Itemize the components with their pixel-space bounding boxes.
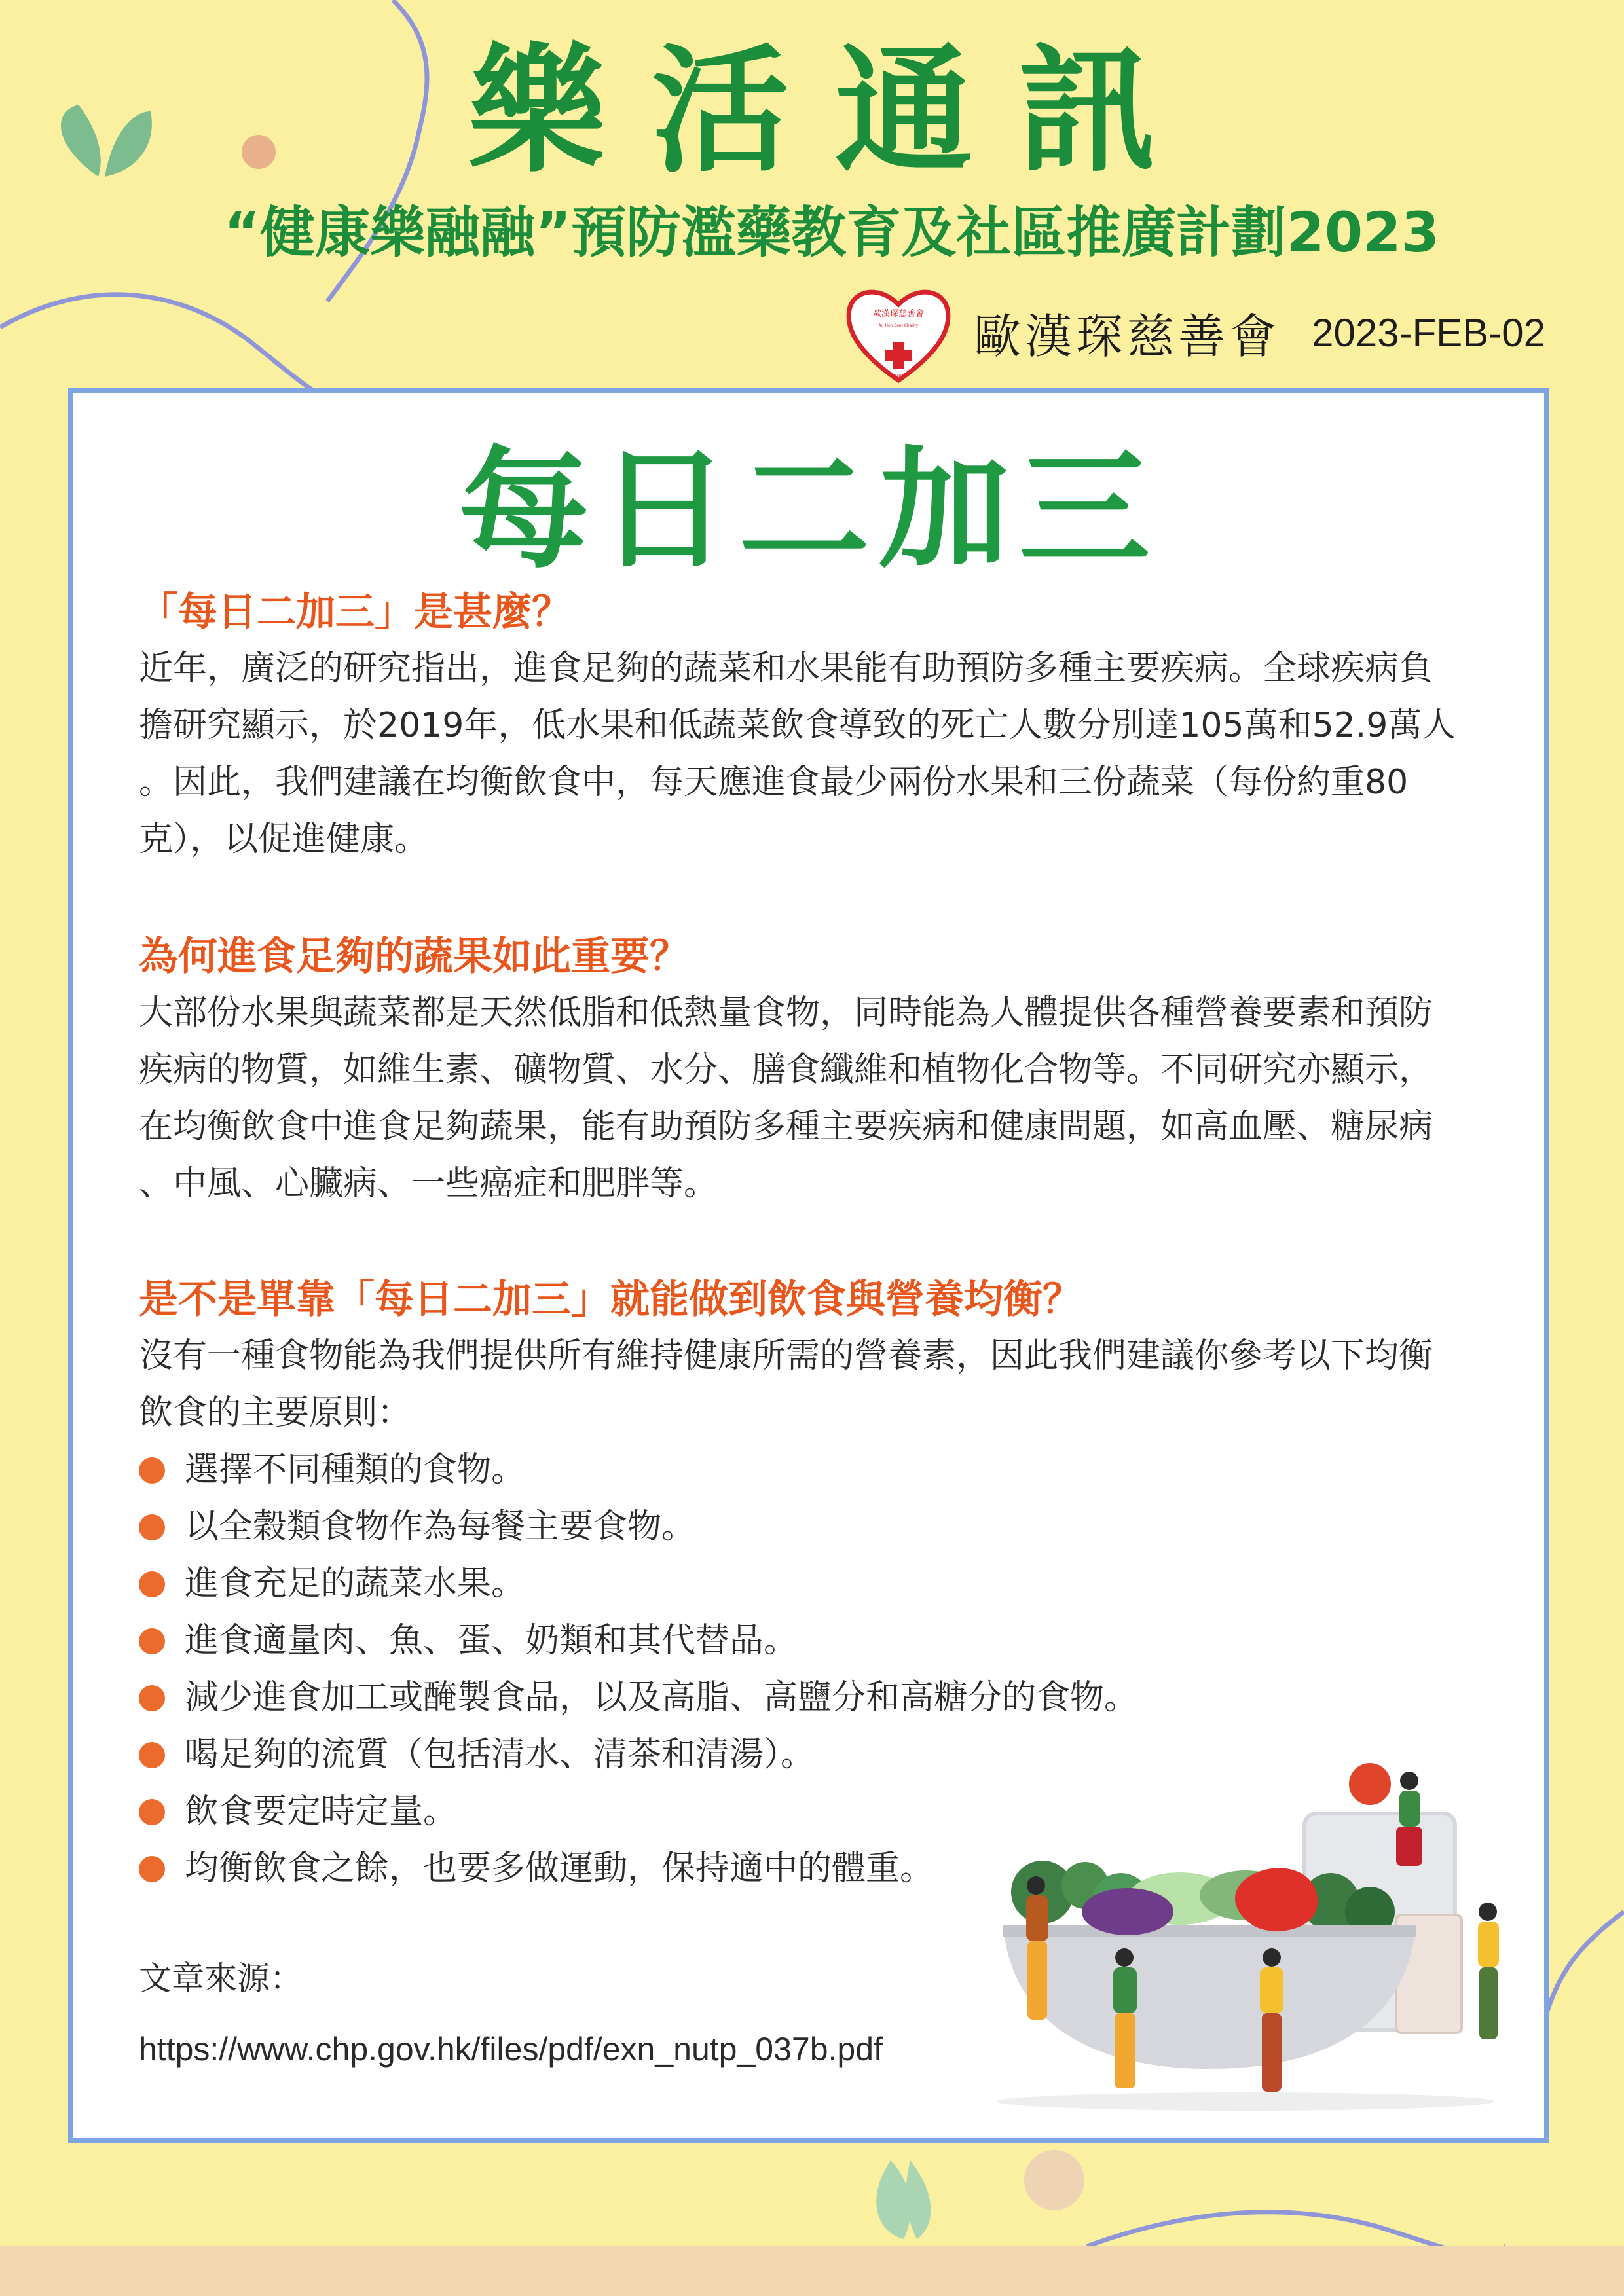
- list-item: 減少進食加工或醃製食品，以及高脂、高鹽分和高糖分的食物。: [139, 1669, 1494, 1726]
- paragraph-line: 。因此，我們建議在均衡飲食中，每天應進食最少兩份水果和三份蔬菜（每份約重80: [139, 763, 1409, 802]
- issue-date: 2023-FEB-02: [1312, 310, 1545, 355]
- list-item: 進食充足的蔬菜水果。: [139, 1556, 1494, 1613]
- source-link[interactable]: https://www.chp.gov.hk/files/pdf/exn_nutp_037b.pdf: [139, 2031, 883, 2068]
- article-source: [139, 1943, 883, 2085]
- paragraph-line: 克），以促進健康。: [139, 820, 429, 859]
- list-item: 均衡飲食之餘，也要多做運動，保持適中的體重。: [139, 1840, 1494, 1897]
- svg-text:Au Hon Sam Charity: Au Hon Sam Charity: [878, 323, 919, 328]
- bullet-icon: [139, 1799, 165, 1825]
- list-item: 進食適量肉、魚、蛋、奶類和其代替品。: [139, 1613, 1494, 1669]
- logo-lettering: 歐漢琛慈善會: [873, 308, 925, 319]
- section-why-important: [139, 928, 1494, 1212]
- section-heading: 為何進食足夠的蔬果如此重要？: [139, 934, 689, 979]
- list-item: 飲食要定時定量。: [139, 1783, 1494, 1840]
- content-card: [68, 388, 1549, 2143]
- source-label: 文章來源：: [139, 1959, 303, 1997]
- paragraph-line: 疾病的物質，如維生素、礦物質、水分、膳食纖維和植物化合物等。不同研究亦顯示，: [139, 1050, 1433, 1089]
- bullet-icon: [139, 1685, 165, 1711]
- paragraph-line: 沒有一種食物能為我們提供所有維持健康所需的營養素，因此我們建議你參考以下均衡: [139, 1336, 1433, 1376]
- paragraph-line: 近年，廣泛的研究指出，進食足夠的蔬菜和水果能有助預防多種主要疾病。全球疾病負: [139, 649, 1433, 688]
- bullet-icon: [139, 1628, 165, 1654]
- paragraph-line: 、中風、心臟病、一些癌症和肥胖等。: [139, 1164, 718, 1203]
- bullet-icon: [139, 1514, 165, 1540]
- bottom-band: [0, 2246, 1624, 2296]
- bullet-icon: [139, 1571, 165, 1597]
- organization-name: 歐漢琛慈善會: [974, 309, 1281, 364]
- paragraph-line: 擔研究顯示，於2019年，低水果和低蔬菜飲食導致的死亡人數分別達105萬和52.9萬人: [139, 706, 1456, 745]
- paragraph-line: 飲食的主要原則：: [139, 1393, 412, 1432]
- list-item: 喝足夠的流質（包括清水、清茶和清湯）。: [139, 1726, 1494, 1783]
- card-title: 每日二加三: [458, 434, 1159, 587]
- section-heading: 「每日二加三」是甚麼？: [139, 589, 571, 635]
- list-item: 以全穀類食物作為每餐主要食物。: [139, 1499, 1494, 1556]
- heart-logo-icon: [843, 282, 954, 384]
- leaf-icon: [876, 2160, 931, 2239]
- dot-decoration: [1024, 2150, 1084, 2210]
- bullet-icon: [139, 1457, 165, 1484]
- masthead-title: 樂活通訊: [468, 31, 1202, 191]
- paragraph-line: 在均衡飲食中進食足夠蔬果，能有助預防多種主要疾病和健康問題，如高血壓、糖尿病: [139, 1107, 1433, 1146]
- section-what-is: [139, 584, 1494, 868]
- bullet-icon: [139, 1742, 165, 1768]
- section-heading: 是不是單靠「每日二加三」就能做到飲食與營養均衡？: [139, 1277, 1082, 1322]
- list-item: 選擇不同種類的食物。: [139, 1442, 1494, 1499]
- svg-text:1988: 1988: [891, 373, 906, 379]
- organization-row: [843, 280, 1545, 385]
- salad-bowl-illustration: [964, 1761, 1527, 2115]
- program-subtitle: “健康樂融融”預防濫藥教育及社區推廣計劃2023: [223, 200, 1440, 264]
- bullet-icon: [139, 1856, 165, 1882]
- paragraph-line: 大部份水果與蔬菜都是天然低脂和低熱量食物，同時能為人體提供各種營養要素和預防: [139, 993, 1433, 1032]
